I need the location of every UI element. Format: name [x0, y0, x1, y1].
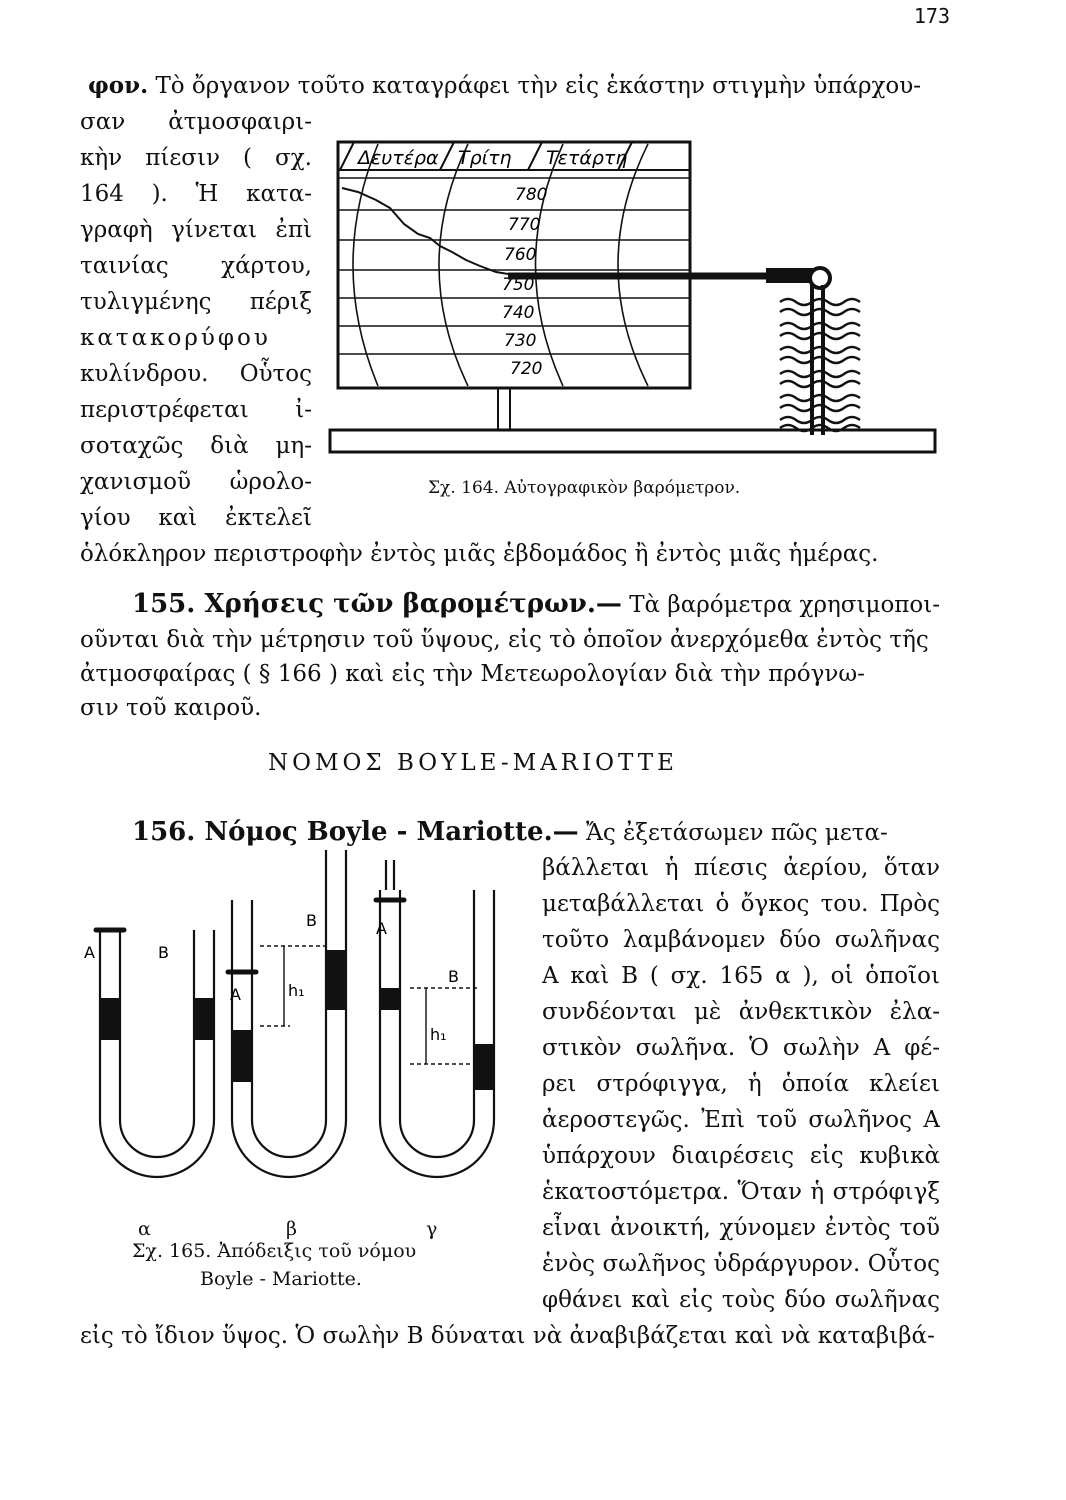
wrap-line: ὑπάρχουν διαιρέσεις εἰς κυβικὰ [542, 1143, 940, 1169]
opening-rest: Τὸ ὄργανον τοῦτο καταγράφει τὴν εἰς ἑκάστην στιγμὴν ὑπάρχου- [155, 73, 922, 99]
wrap-line: βάλλεται ἡ πίεσις ἀερίου, ὅταν [542, 855, 940, 881]
wrap-line: σαν ἀτμοσφαιρι- [80, 109, 312, 135]
sub-label-beta: β [286, 1218, 297, 1240]
section-156-heading: 156. Νόμος Boyle - Mariotte.— [132, 817, 579, 847]
wrap-line: χανισμοῦ ὡρολο- [80, 469, 312, 495]
mercury-column [475, 1044, 493, 1090]
wrap-line: σοταχῶς διὰ μη- [80, 433, 312, 459]
section-155-first-line [132, 586, 952, 623]
wrap-line: ταινίας χάρτου, [80, 253, 312, 279]
wrap-line: κυλίνδρου. Οὗτος [80, 361, 312, 387]
wrap-line: ἑκατοστόμετρα. Ὅταν ἡ στρόφιγξ [542, 1179, 940, 1205]
wrap-line: ρει στρόφιγγα, ἡ ὁποία κλείει [542, 1071, 940, 1097]
height-label: h₁ [430, 1025, 447, 1044]
figure-165-caption-line: Boyle - Mariotte. [200, 1268, 362, 1290]
wrap-line: ἑνὸς σωλῆνος ὑδράργυρον. Οὗτος [542, 1251, 940, 1277]
wrap-line: Α καὶ Β ( σχ. 165 α ), οἱ ὁποῖοι [542, 963, 940, 989]
u-tube-figure [80, 850, 520, 1240]
scale-label: 730 [504, 331, 537, 351]
wrap-line: γραφὴ γίνεται ἐπὶ [80, 217, 312, 243]
base-plate [330, 430, 935, 452]
wrap-text-block [80, 104, 312, 536]
figure-164-caption: Σχ. 164. Αὐτογραφικὸν βαρόμετρον. [428, 478, 741, 498]
wrap-line: 164 ). Ἡ κατα- [80, 181, 312, 207]
tube-label-b: B [448, 967, 459, 986]
scale-label: 760 [504, 245, 537, 265]
wrap-line: μεταβάλλεται ὁ ὄγκος του. Πρὸς [542, 891, 940, 917]
wrap-line: ἀεροστεγῶς. Ἐπὶ τοῦ σωλῆνος Α [542, 1107, 940, 1133]
wrap-line: περιστρέφεται ἰ- [80, 397, 312, 423]
pressure-trace [342, 188, 514, 275]
sub-label-gamma: γ [426, 1218, 438, 1240]
aneroid-capsules [780, 299, 860, 431]
wrap-line: τυλιγμένης πέριξ [80, 289, 312, 315]
opening-word: φον. [88, 72, 149, 99]
height-label: h₁ [288, 981, 305, 1000]
scale-label: 740 [502, 303, 535, 323]
page-number: 173 [913, 4, 950, 28]
day-label: Τετάρτη [546, 147, 628, 169]
scale-label: 720 [510, 359, 543, 379]
section-156-first-line [132, 814, 952, 851]
wrap-line: κατακορύφου [80, 325, 271, 351]
wrap-line: γίου καὶ ἐκτελεῖ [80, 505, 312, 531]
wrap-line: στικὸν σωλῆνα. Ὁ σωλὴν Α φέ- [542, 1035, 940, 1061]
body-line: ἀτμοσφαίρας ( § 166 ) καὶ εἰς τὴν Μετεωρολογίαν διὰ τὴν πρόγνω- [80, 661, 865, 687]
tube-label-a: A [84, 943, 95, 962]
tube-label-a: A [376, 919, 387, 938]
wrap-line: συνδέονται μὲ ἀνθεκτικὸν ἐλα- [542, 999, 940, 1025]
opening-line [88, 68, 948, 104]
wrap-line: εἶναι ἀνοικτή, χύνομεν ἐντὸς τοῦ [542, 1215, 940, 1241]
tube-label-a: A [230, 985, 241, 1004]
scale-label: 770 [508, 215, 541, 235]
sub-label-alpha: α [138, 1218, 151, 1240]
mercury-column [195, 998, 213, 1040]
day-label: Δευτέρα [358, 147, 439, 169]
mercury-column [327, 950, 345, 1010]
body-line: Τὰ βαρόμετρα χρησιμοποι- [629, 592, 941, 618]
tube-label-b: B [158, 943, 169, 962]
figure-165-caption-line: Σχ. 165. Ἀπόδειξις τοῦ νόμου [132, 1240, 417, 1262]
drum-frame [338, 142, 690, 388]
body-line: Ἄς ἐξετάσωμεν πῶς μετα- [585, 820, 888, 846]
body-line: οῦνται διὰ τὴν μέτρησιν τοῦ ὕψους, εἰς τὸ ὁποῖον ἀνερχόμεθα ἐντὸς τῆς [80, 627, 929, 653]
wrap-line: κὴν πίεσιν ( σχ. [80, 145, 312, 171]
barograph-figure [318, 130, 948, 460]
wrap-text-block-2 [542, 850, 940, 1318]
mercury-column [381, 988, 399, 1010]
wrap-line: τοῦτο λαμβάνομεν δύο σωλῆνας [542, 927, 940, 953]
section-155-heading: 155. Χρήσεις τῶν βαρομέτρων.— [132, 589, 622, 619]
body-line: ὁλόκληρον περιστροφὴν ἐντὸς μιᾶς ἑβδομάδος ἢ ἐντὸς μιᾶς ἡμέρας. [80, 541, 879, 567]
mercury-column [101, 998, 119, 1040]
scale-label: 750 [502, 275, 535, 295]
scale-label: 780 [515, 185, 548, 205]
tube-label-b: B [306, 911, 317, 930]
body-line: σιν τοῦ καιροῦ. [80, 695, 262, 721]
day-label: Τρίτη [458, 147, 512, 169]
section-title: ΝΟΜΟΣ BOYLE-MARIOTTE [268, 750, 678, 776]
body-line: εἰς τὸ ἴδιον ὕψος. Ὁ σωλὴν Β δύναται νὰ ἀναβιβάζεται καὶ νὰ καταβιβά- [80, 1323, 935, 1349]
mercury-column [233, 1030, 251, 1082]
wrap-line: φθάνει καὶ εἰς τοὺς δύο σωλῆνας [542, 1287, 940, 1313]
